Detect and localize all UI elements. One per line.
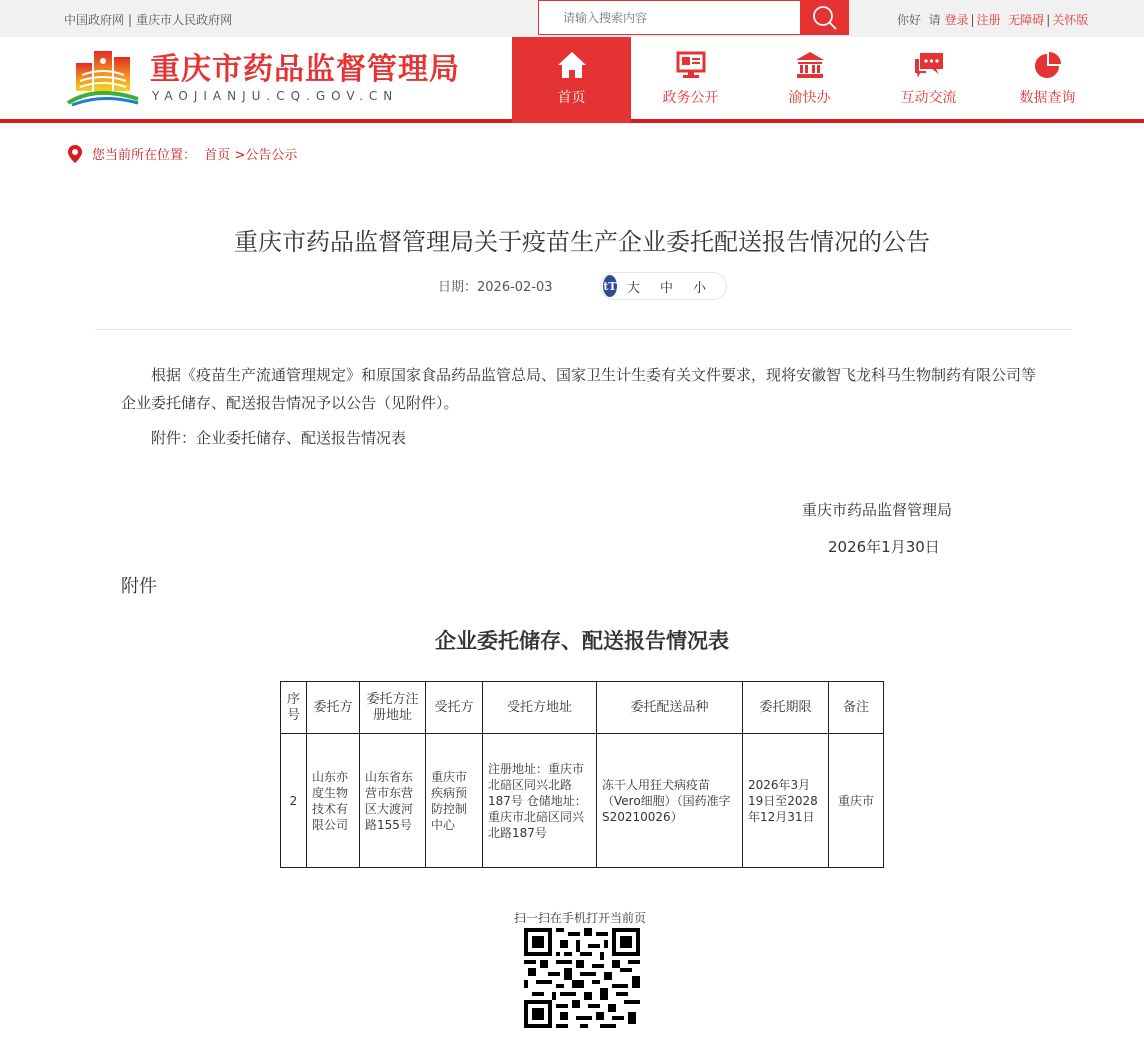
font-size-icon: tT [603, 275, 617, 297]
site-logo[interactable] [66, 49, 460, 107]
report-table [280, 681, 884, 868]
search-box [538, 0, 849, 35]
chat-icon [914, 51, 944, 79]
nav-label: 政务公开 [662, 90, 719, 106]
search-input[interactable] [538, 0, 800, 35]
nav-home[interactable] [512, 37, 631, 123]
font-size-medium[interactable]: 中 [659, 280, 673, 296]
logo-text [140, 53, 460, 103]
monitor-star-icon [676, 51, 706, 79]
nav-label: 渝快办 [788, 90, 831, 106]
header-client-address: 委托方注册地址 [360, 682, 426, 734]
font-size-large[interactable]: 大 [626, 280, 640, 296]
top-bar [0, 0, 1144, 37]
article-body: 根据《疫苗生产流通管理规定》和原国家食品药品监管总局、国家卫生计生委有关文件要求，现将安徽智飞龙科马生物制药有限公司等企业委托储存、配送报告情况予以公告（见附件）。 [121, 366, 1037, 412]
nav-label: 数据查询 [1019, 90, 1076, 106]
link-gov-cn[interactable]: 中国政府网 [64, 13, 125, 27]
site-title: 重庆市药品监督管理局 [150, 52, 460, 87]
elder-mode-link[interactable]: 关怀版 [1052, 13, 1089, 27]
cell-client-address: 山东省东营市东营区大渡河路155号 [360, 734, 426, 868]
nav-interaction[interactable] [869, 37, 988, 123]
cell-period: 2026年3月19日至2028年12月31日 [743, 734, 829, 868]
site-header [0, 37, 1144, 123]
article-title: 重庆市药品监督管理局关于疫苗生产企业委托配送报告情况的公告 [234, 228, 930, 256]
nav-data-query[interactable] [988, 37, 1107, 123]
search-button[interactable] [800, 0, 849, 35]
signature-date: 2026年1月30日 [828, 538, 940, 556]
accessibility-link[interactable]: 无障碍 [1008, 13, 1045, 27]
cell-trustee: 重庆市疾病预防控制中心 [426, 734, 483, 868]
nav-yukuaiban[interactable] [750, 37, 869, 123]
header-trustee-address: 受托方地址 [483, 682, 597, 734]
cell-trustee-address: 注册地址：重庆市北碚区同兴北路187号 仓储地址：重庆市北碚区同兴北路187号 [483, 734, 597, 868]
attachment-label: 附件 [121, 576, 157, 597]
cell-client: 山东亦度生物技术有限公司 [307, 734, 360, 868]
qr-code-icon [524, 928, 640, 1028]
qr-label: 扫一扫在手机打开当前页 [514, 911, 647, 925]
cell-product: 冻干人用狂犬病疫苗（Vero细胞）（国药准字S20210026） [597, 734, 743, 868]
register-link[interactable]: 注册 [976, 13, 1001, 27]
separator: | [970, 13, 975, 27]
nav-label: 首页 [557, 90, 586, 106]
please-text: 请 [928, 13, 941, 27]
header-product: 委托配送品种 [597, 682, 743, 734]
user-links [897, 11, 1088, 28]
link-cq-gov[interactable]: 重庆市人民政府网 [136, 13, 233, 27]
external-links [64, 11, 232, 28]
breadcrumb-prefix: 您当前所在位置： [92, 148, 197, 163]
nav-gov-affairs[interactable] [631, 37, 750, 123]
login-link[interactable]: 登录 [944, 13, 969, 27]
header-client: 委托方 [307, 682, 360, 734]
logo-emblem-icon [66, 49, 140, 107]
header-no: 序号 [281, 682, 307, 734]
title-divider [95, 329, 1071, 330]
separator: | [128, 13, 133, 27]
cell-no: 2 [281, 734, 307, 868]
font-size-switcher [600, 272, 727, 300]
font-size-small[interactable]: 小 [692, 280, 706, 296]
header-remark: 备注 [829, 682, 884, 734]
cell-remark: 重庆市 [829, 734, 884, 868]
search-icon [812, 5, 838, 31]
publish-date: 日期：2026-02-03 [438, 280, 553, 295]
header-trustee: 受托方 [426, 682, 483, 734]
table-row [281, 734, 884, 868]
location-pin-icon [68, 145, 82, 163]
building-icon [795, 51, 825, 79]
table-title: 企业委托储存、配送报告情况表 [435, 629, 729, 653]
signature-org: 重庆市药品监督管理局 [802, 501, 953, 519]
home-icon [557, 51, 587, 79]
attachment-line[interactable]: 附件：企业委托储存、配送报告情况表 [151, 429, 407, 447]
separator: | [1046, 13, 1051, 27]
main-nav [512, 37, 1107, 123]
nav-label: 互动交流 [900, 90, 957, 106]
pie-chart-icon [1033, 51, 1063, 79]
header-period: 委托期限 [743, 682, 829, 734]
table-header-row [281, 682, 884, 734]
breadcrumb-home[interactable]: 首页 [204, 148, 231, 163]
breadcrumb-current[interactable]: >公告公示 [234, 148, 298, 163]
site-domain: YAOJIANJU.CQ.GOV.CN [152, 89, 399, 103]
breadcrumb [68, 144, 297, 163]
greeting: 你好 [897, 13, 922, 27]
